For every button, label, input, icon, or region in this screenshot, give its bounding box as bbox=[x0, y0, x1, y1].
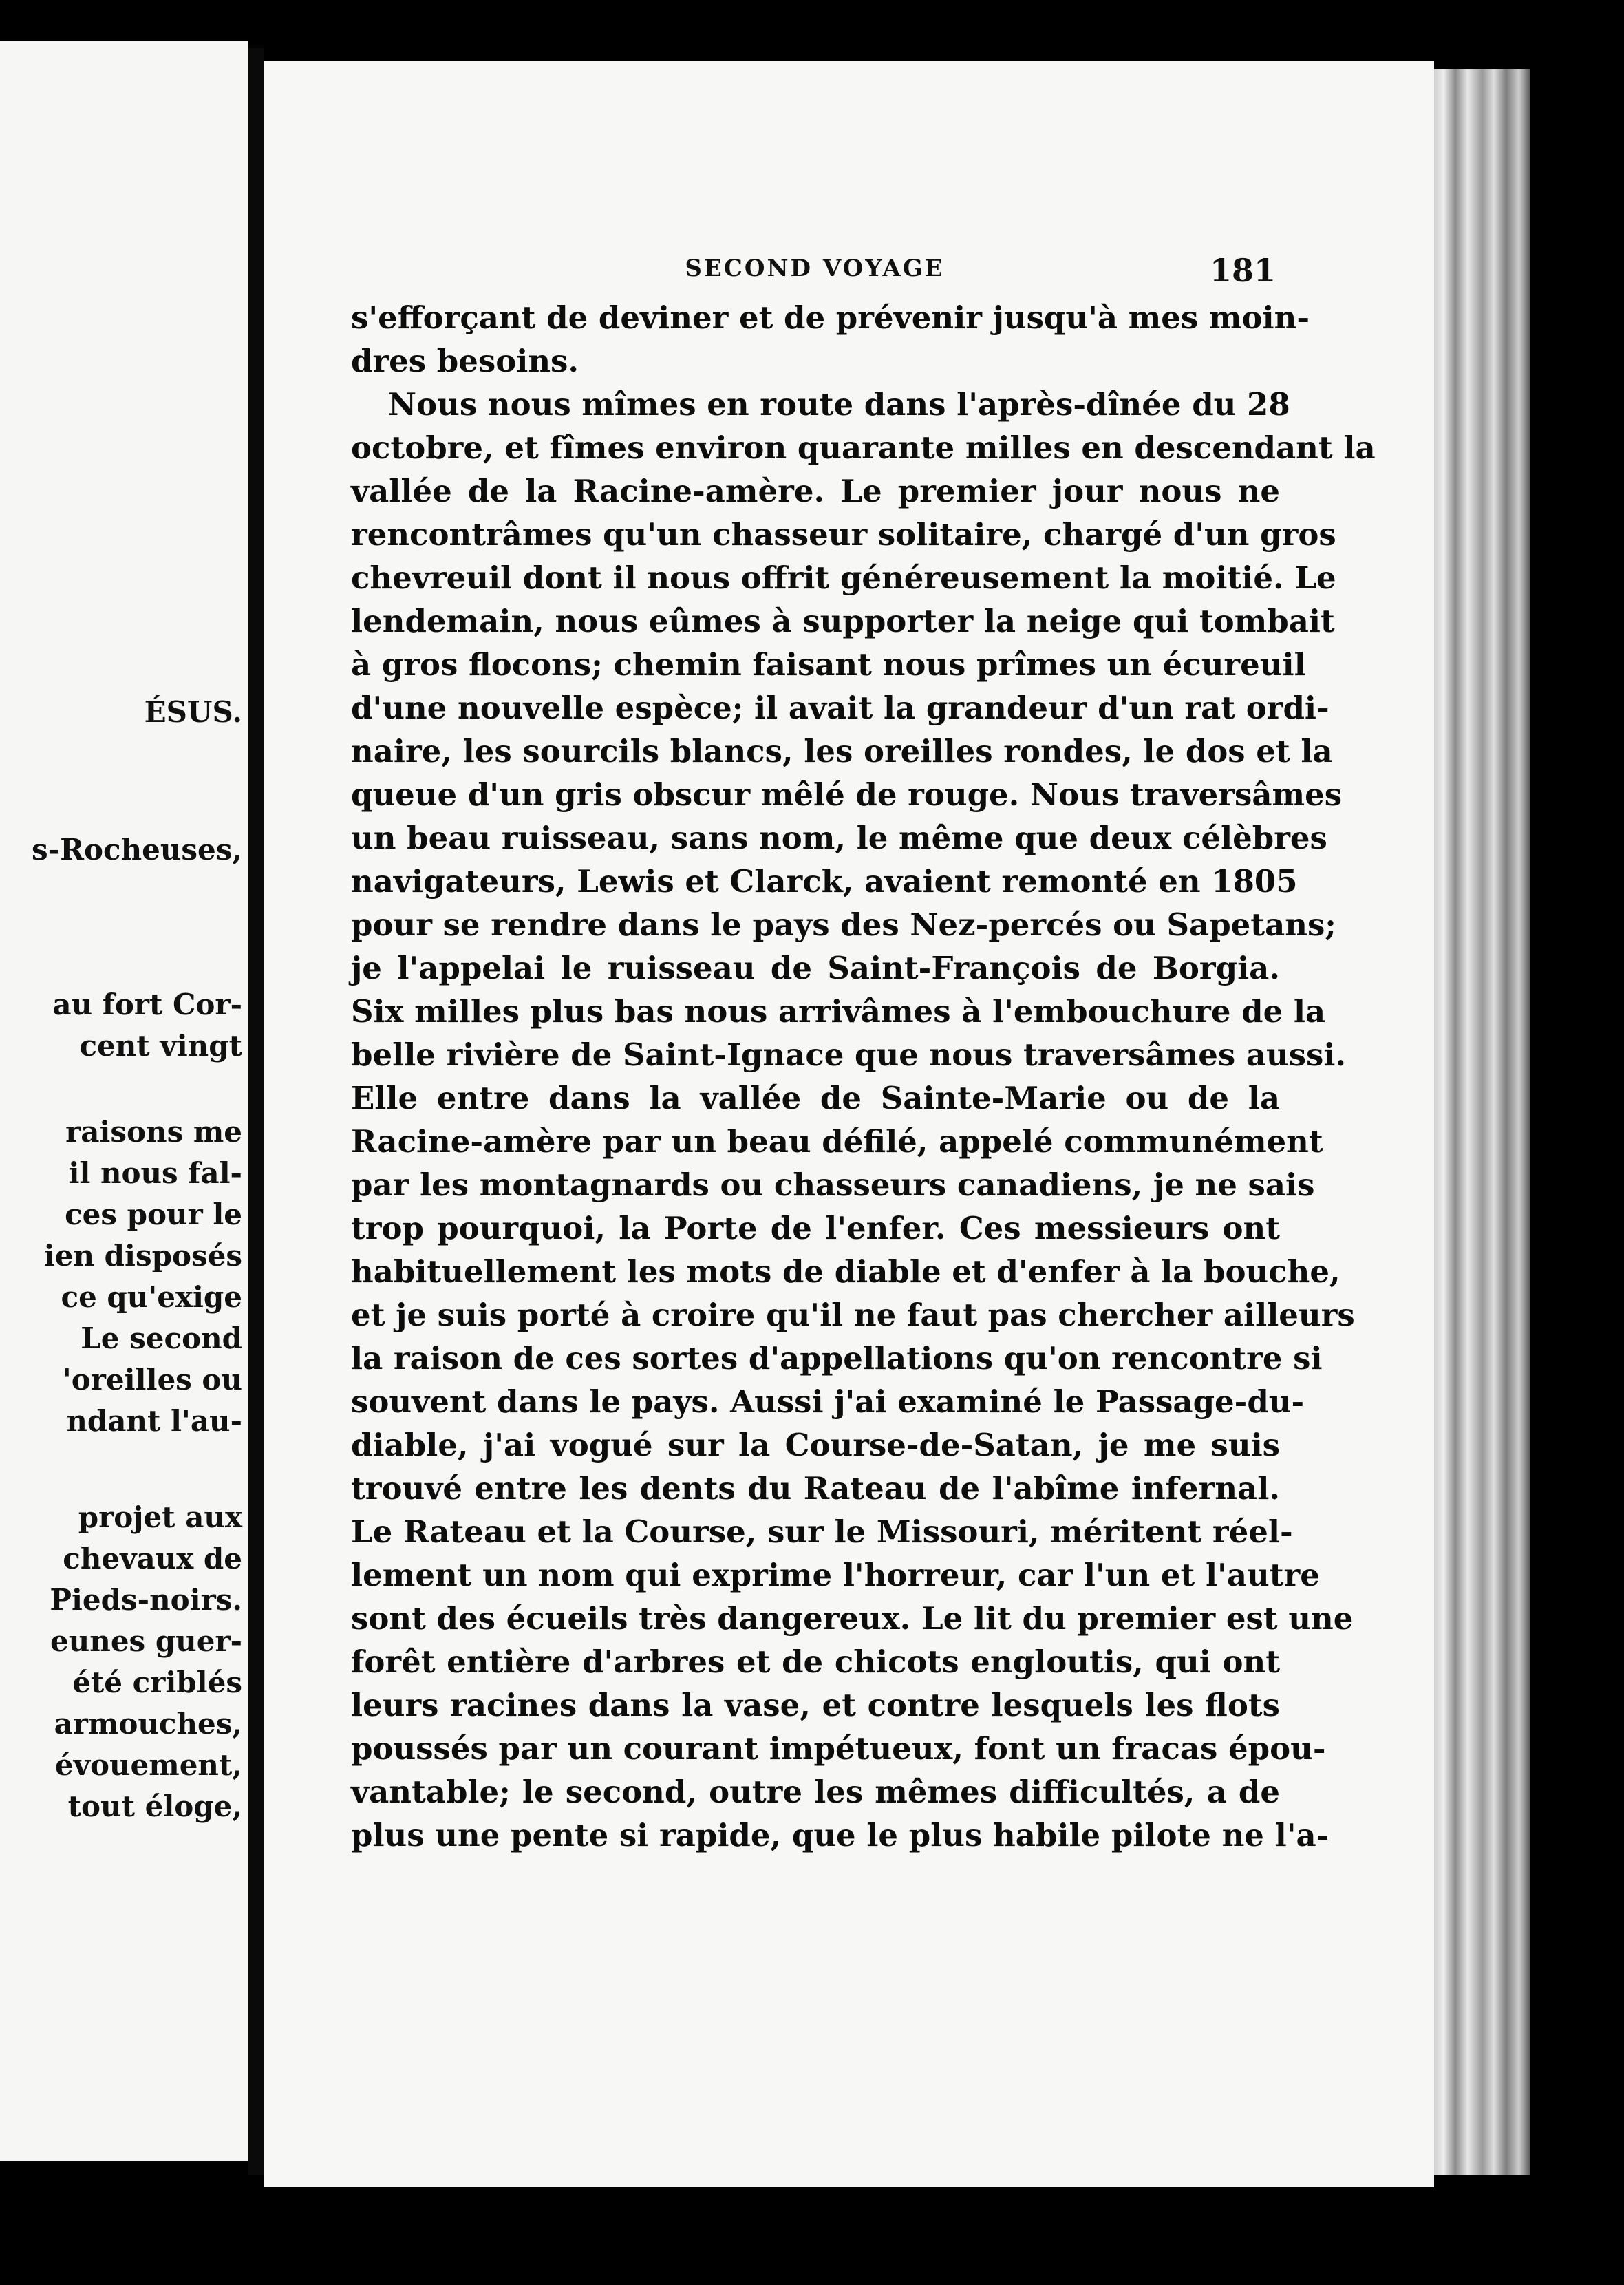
text-line: diable, j'ai vogué sur la Course-de-Satan, je me suis bbox=[351, 1427, 1280, 1463]
text-line: souvent dans le pays. Aussi j'ai examiné le Passage-du- bbox=[351, 1383, 1305, 1420]
page-number: 181 bbox=[1209, 252, 1276, 289]
text-line: forêt entière d'arbres et de chicots engloutis, qui ont bbox=[351, 1644, 1280, 1680]
text-line: naire, les sourcils blancs, les oreilles rondes, le dos et la bbox=[351, 733, 1333, 769]
text-line: trouvé entre les dents du Rateau de l'abîme infernal. bbox=[351, 1470, 1280, 1507]
left-text-fragment: ndant l'au- bbox=[66, 1404, 242, 1438]
text-line: à gros flocons; chemin faisant nous prîmes un écureuil bbox=[351, 646, 1306, 683]
text-line: trop pourquoi, la Porte de l'enfer. Ces messieurs ont bbox=[351, 1210, 1280, 1246]
left-text-fragment: raisons me bbox=[65, 1115, 242, 1149]
left-text-fragment: ce qu'exige bbox=[61, 1280, 242, 1314]
left-text-fragment: armouches, bbox=[54, 1707, 242, 1741]
left-text-fragment: Le second bbox=[81, 1321, 242, 1355]
page-edge-stack bbox=[1434, 69, 1530, 2175]
text-line: sont des écueils très dangereux. Le lit du premier est une bbox=[351, 1600, 1354, 1637]
text-line: leurs racines dans la vase, et contre lesquels les flots bbox=[351, 1687, 1280, 1723]
text-line: Six milles plus bas nous arrivâmes à l'embouchure de la bbox=[351, 993, 1326, 1030]
left-text-fragment: ces pour le bbox=[65, 1198, 242, 1231]
text-line: Elle entre dans la vallée de Sainte-Marie ou de la bbox=[351, 1080, 1280, 1116]
text-line: lendemain, nous eûmes à supporter la neige qui tombait bbox=[351, 603, 1335, 639]
text-line: lement un nom qui exprime l'horreur, car l'un et l'autre bbox=[351, 1557, 1320, 1593]
left-text-fragment: été criblés bbox=[72, 1666, 242, 1699]
left-text-fragment: s-Rocheuses, bbox=[32, 833, 242, 867]
text-line: belle rivière de Saint-Ignace que nous traversâmes aussi. bbox=[351, 1037, 1347, 1073]
text-line: vantable; le second, outre les mêmes difficultés, a de bbox=[351, 1774, 1280, 1810]
book-gutter bbox=[248, 48, 264, 2175]
running-title: SECOND VOYAGE bbox=[685, 255, 945, 282]
left-text-fragment: ien disposés bbox=[43, 1239, 242, 1273]
text-line: dres besoins. bbox=[351, 343, 579, 379]
text-line: octobre, et fîmes environ quarante milles en descendant la bbox=[351, 429, 1376, 466]
left-text-fragment: Pieds-noirs. bbox=[50, 1583, 242, 1617]
page-body-text bbox=[351, 296, 1376, 1857]
text-line: et je suis porté à croire qu'il ne faut pas chercher ailleurs bbox=[351, 1297, 1355, 1333]
left-text-fragment: projet aux bbox=[78, 1500, 242, 1534]
text-line: par les montagnards ou chasseurs canadiens, je ne sais bbox=[351, 1167, 1315, 1203]
text-line: Le Rateau et la Course, sur le Missouri, méritent réel- bbox=[351, 1513, 1293, 1550]
left-text-fragment: 'oreilles ou bbox=[62, 1363, 242, 1396]
text-line: d'une nouvelle espèce; il avait la grandeur d'un rat ordi- bbox=[351, 690, 1329, 726]
left-text-fragment: cent vingt bbox=[79, 1029, 242, 1063]
text-line: habituellement les mots de diable et d'enfer à la bouche, bbox=[351, 1253, 1340, 1290]
text-line: la raison de ces sortes d'appellations qu'on rencontre si bbox=[351, 1340, 1323, 1377]
text-line: pour se rendre dans le pays des Nez-percés ou Sapetans; bbox=[351, 906, 1336, 943]
text-line: chevreuil dont il nous offrit généreusement la moitié. Le bbox=[351, 560, 1336, 596]
text-line: un beau ruisseau, sans nom, le même que deux célèbres bbox=[351, 820, 1327, 856]
left-text-fragment: ÉSUS. bbox=[144, 695, 242, 729]
left-text-fragment: eunes guer- bbox=[50, 1624, 242, 1658]
text-line: navigateurs, Lewis et Clarck, avaient remonté en 1805 bbox=[351, 863, 1298, 900]
facing-page-left bbox=[0, 41, 248, 2161]
left-text-fragment: évouement, bbox=[54, 1748, 242, 1782]
left-text-fragment: tout éloge, bbox=[67, 1789, 242, 1823]
left-text-fragment: au fort Cor- bbox=[52, 988, 242, 1021]
text-line: Racine-amère par un beau défilé, appelé communément bbox=[351, 1123, 1323, 1160]
page-header bbox=[354, 252, 1276, 296]
text-line: queue d'un gris obscur mêlé de rouge. Nous traversâmes bbox=[351, 776, 1343, 813]
left-text-fragment: chevaux de bbox=[63, 1542, 242, 1575]
text-line: Nous nous mîmes en route dans l'après-dînée du 28 bbox=[388, 386, 1290, 423]
left-text-fragment: il nous fal- bbox=[68, 1156, 242, 1190]
text-line: poussés par un courant impétueux, font un fracas épou- bbox=[351, 1730, 1326, 1767]
text-line: vallée de la Racine-amère. Le premier jour nous ne bbox=[351, 473, 1280, 509]
text-line: je l'appelai le ruisseau de Saint-François de Borgia. bbox=[351, 950, 1280, 986]
text-line: s'efforçant de deviner et de prévenir jusqu'à mes moin- bbox=[351, 299, 1310, 336]
text-line: rencontrâmes qu'un chasseur solitaire, chargé d'un gros bbox=[351, 516, 1336, 553]
text-line: plus une pente si rapide, que le plus habile pilote ne l'a- bbox=[351, 1817, 1329, 1853]
